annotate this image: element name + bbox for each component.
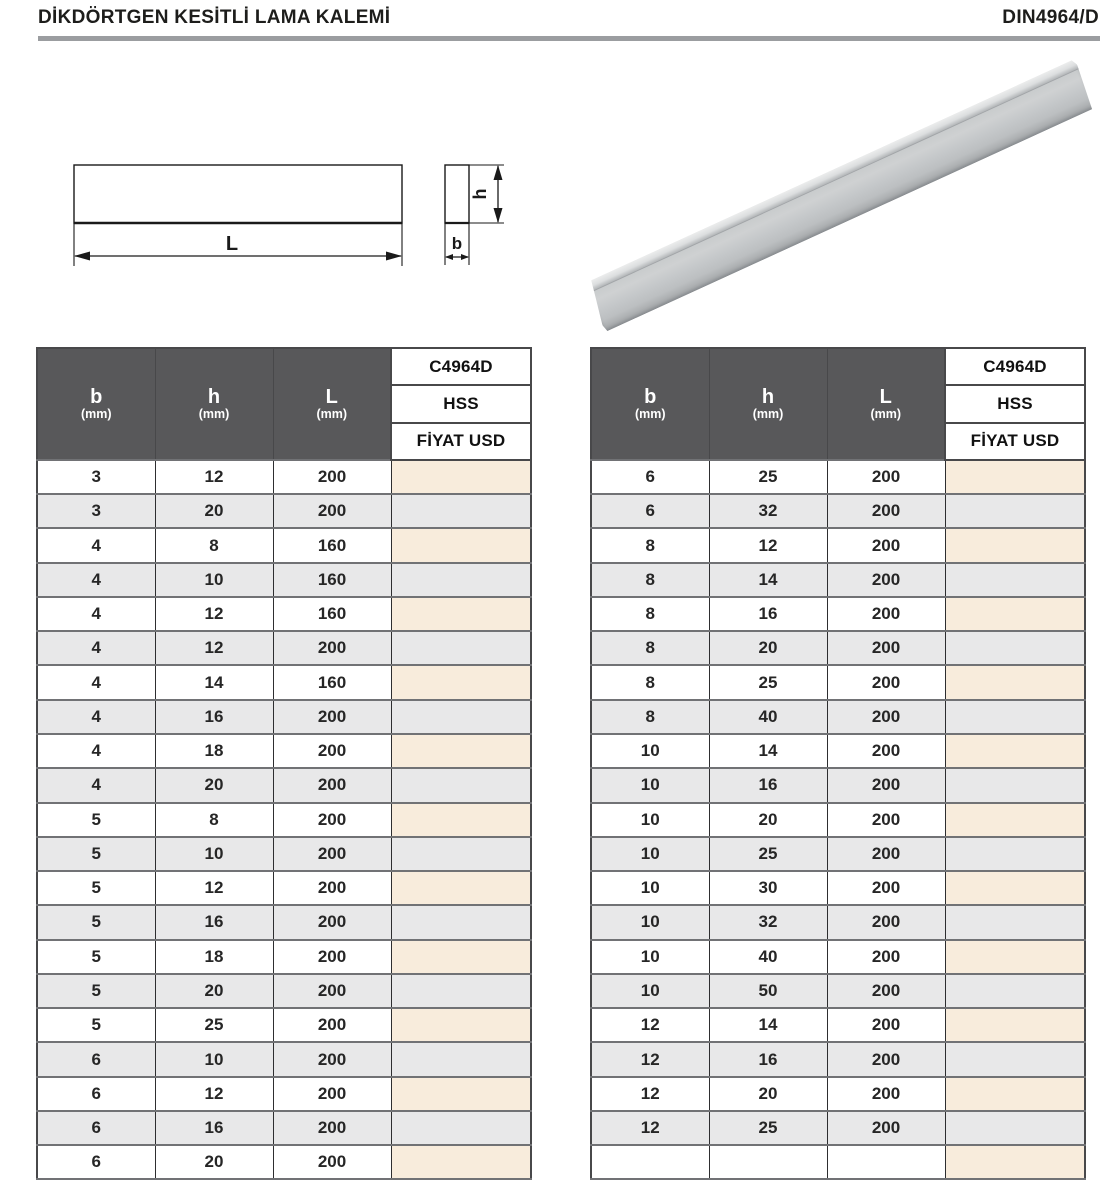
- tool-bit-bar: [583, 59, 1096, 332]
- price-cell: [391, 974, 531, 1008]
- cell-b: 3: [37, 460, 155, 494]
- price-cell: [945, 597, 1085, 631]
- col-h-unit: (mm): [752, 406, 784, 421]
- cell-h: 14: [709, 1008, 827, 1042]
- table-row: [37, 563, 531, 597]
- cell-h: 20: [709, 1077, 827, 1111]
- price-cell: [391, 1145, 531, 1179]
- price-cell: [945, 1145, 1085, 1179]
- price-cell: [945, 665, 1085, 699]
- cell-b: 4: [37, 528, 155, 562]
- cell-h: 40: [709, 940, 827, 974]
- product-code-cell: C4964D: [391, 348, 531, 385]
- cell-l: 200: [273, 1008, 391, 1042]
- table-row: [37, 597, 531, 631]
- cell-l: 200: [273, 974, 391, 1008]
- spec-table-left: [36, 347, 532, 1180]
- table-row: [37, 837, 531, 871]
- col-b-label: b: [644, 385, 657, 408]
- col-h-label: h: [761, 385, 775, 408]
- cell-l: 160: [273, 597, 391, 631]
- col-b-unit: (mm): [634, 406, 666, 421]
- cell-b: 6: [37, 1145, 155, 1179]
- cell-b: 4: [37, 597, 155, 631]
- table-row: [591, 665, 1085, 699]
- price-cell: [945, 837, 1085, 871]
- table-row: [591, 871, 1085, 905]
- cell-h: 16: [709, 597, 827, 631]
- price-cell: [391, 940, 531, 974]
- cell-l: 200: [827, 700, 945, 734]
- price-header-cell: FİYAT USD: [391, 423, 531, 460]
- price-cell: [391, 1042, 531, 1076]
- cell-b: 12: [591, 1077, 709, 1111]
- table-row: [37, 1145, 531, 1179]
- material-cell: HSS: [945, 385, 1085, 422]
- cell-l: 200: [827, 837, 945, 871]
- cell-h: 50: [709, 974, 827, 1008]
- cell-h: 25: [709, 1111, 827, 1145]
- cell-h: 14: [709, 734, 827, 768]
- cell-h: 12: [155, 597, 273, 631]
- cell-b: 8: [591, 563, 709, 597]
- price-cell: [945, 974, 1085, 1008]
- cell-l: 160: [273, 665, 391, 699]
- cell-l: 200: [273, 494, 391, 528]
- col-l-unit: (mm): [870, 406, 902, 421]
- header-divider: [38, 36, 1100, 41]
- col-header-h: [155, 348, 273, 460]
- table-row: [37, 734, 531, 768]
- cell-b: 10: [591, 803, 709, 837]
- cell-h: 8: [155, 528, 273, 562]
- cell-h: 32: [709, 494, 827, 528]
- cell-b: [591, 1145, 709, 1179]
- cell-h: [709, 1145, 827, 1179]
- table-row: [591, 940, 1085, 974]
- col-header-l: [827, 348, 945, 460]
- cell-l: 200: [273, 631, 391, 665]
- cell-l: 200: [827, 1042, 945, 1076]
- cell-l: 200: [827, 974, 945, 1008]
- table-row: [591, 460, 1085, 494]
- cell-b: 10: [591, 768, 709, 802]
- cell-h: 14: [155, 665, 273, 699]
- table-row: [37, 665, 531, 699]
- price-cell: [945, 905, 1085, 939]
- h-arrow-top: [494, 165, 503, 180]
- b-arrow-right: [461, 254, 469, 260]
- cell-b: 12: [591, 1008, 709, 1042]
- table-row: [37, 905, 531, 939]
- price-cell: [945, 631, 1085, 665]
- spec-table-right: [590, 347, 1086, 1180]
- price-cell: [945, 1111, 1085, 1145]
- page-title: DİKDÖRTGEN KESİTLİ LAMA KALEMİ: [38, 7, 391, 28]
- price-cell: [945, 940, 1085, 974]
- table-row: [591, 1042, 1085, 1076]
- cell-l: 200: [273, 940, 391, 974]
- side-view-rect: [74, 165, 402, 223]
- price-cell: [945, 460, 1085, 494]
- cell-b: 10: [591, 905, 709, 939]
- price-cell: [945, 803, 1085, 837]
- price-cell: [391, 1111, 531, 1145]
- price-cell: [945, 494, 1085, 528]
- cell-h: 18: [155, 940, 273, 974]
- table-row: [37, 768, 531, 802]
- table-row: [591, 734, 1085, 768]
- col-b-label: b: [90, 385, 103, 408]
- table-row: [37, 1008, 531, 1042]
- cell-l: 200: [827, 871, 945, 905]
- cell-b: 5: [37, 974, 155, 1008]
- cell-h: 12: [155, 1077, 273, 1111]
- table-row: [37, 871, 531, 905]
- price-cell: [945, 1008, 1085, 1042]
- cell-h: 18: [155, 734, 273, 768]
- table-row: [591, 1077, 1085, 1111]
- table-row: [37, 631, 531, 665]
- cell-h: 8: [155, 803, 273, 837]
- cell-b: 4: [37, 665, 155, 699]
- cell-h: 10: [155, 837, 273, 871]
- table-row: [591, 563, 1085, 597]
- table-row: [591, 1008, 1085, 1042]
- cell-h: 12: [155, 460, 273, 494]
- price-cell: [945, 563, 1085, 597]
- table-row: [37, 940, 531, 974]
- table-row: [591, 768, 1085, 802]
- table-row: [591, 528, 1085, 562]
- cell-h: 10: [155, 1042, 273, 1076]
- cell-b: 4: [37, 563, 155, 597]
- l-arrow-right: [386, 252, 402, 261]
- cell-l: [827, 1145, 945, 1179]
- cell-h: 25: [709, 665, 827, 699]
- cell-b: 6: [37, 1111, 155, 1145]
- price-cell: [391, 871, 531, 905]
- cell-b: 8: [591, 597, 709, 631]
- cell-h: 40: [709, 700, 827, 734]
- cell-b: 6: [591, 460, 709, 494]
- cell-l: 160: [273, 528, 391, 562]
- cell-l: 160: [273, 563, 391, 597]
- cell-b: 8: [591, 700, 709, 734]
- cell-l: 200: [827, 665, 945, 699]
- price-cell: [945, 1042, 1085, 1076]
- price-cell: [391, 803, 531, 837]
- table-row: [591, 803, 1085, 837]
- cell-b: 12: [591, 1042, 709, 1076]
- cell-l: 200: [273, 700, 391, 734]
- cell-h: 20: [155, 974, 273, 1008]
- table-row: [591, 700, 1085, 734]
- price-cell: [945, 1077, 1085, 1111]
- table-row: [37, 460, 531, 494]
- cell-b: 5: [37, 1008, 155, 1042]
- col-header-l: [273, 348, 391, 460]
- cell-b: 10: [591, 734, 709, 768]
- cell-l: 200: [827, 803, 945, 837]
- cell-b: 5: [37, 837, 155, 871]
- price-cell: [391, 494, 531, 528]
- cell-b: 10: [591, 940, 709, 974]
- cell-l: 200: [273, 837, 391, 871]
- cell-l: 200: [827, 631, 945, 665]
- price-cell: [391, 768, 531, 802]
- cell-h: 16: [155, 905, 273, 939]
- table-row: [591, 1111, 1085, 1145]
- product-photo: [570, 63, 1110, 329]
- price-cell: [391, 700, 531, 734]
- col-h-label: h: [207, 385, 221, 408]
- col-l-label: L: [879, 385, 892, 408]
- cell-b: 4: [37, 631, 155, 665]
- cell-b: 5: [37, 871, 155, 905]
- table-row: [591, 631, 1085, 665]
- height-label: h: [470, 188, 490, 200]
- cell-b: 5: [37, 940, 155, 974]
- cell-l: 200: [827, 768, 945, 802]
- price-cell: [391, 1077, 531, 1111]
- price-cell: [945, 700, 1085, 734]
- cell-l: 200: [273, 1111, 391, 1145]
- cell-h: 10: [155, 563, 273, 597]
- cell-h: 25: [709, 837, 827, 871]
- col-h-unit: (mm): [198, 406, 230, 421]
- price-cell: [391, 905, 531, 939]
- cell-h: 25: [155, 1008, 273, 1042]
- cell-b: 6: [591, 494, 709, 528]
- price-cell: [945, 768, 1085, 802]
- price-header-cell: FİYAT USD: [945, 423, 1085, 460]
- cell-l: 200: [273, 1145, 391, 1179]
- cell-h: 12: [155, 631, 273, 665]
- price-cell: [945, 528, 1085, 562]
- price-cell: [945, 734, 1085, 768]
- price-cell: [391, 597, 531, 631]
- table-row: [37, 803, 531, 837]
- material-cell: HSS: [391, 385, 531, 422]
- cell-l: 200: [827, 940, 945, 974]
- h-arrow-bottom: [494, 208, 503, 223]
- table-row: [37, 494, 531, 528]
- cell-l: 200: [827, 494, 945, 528]
- cell-b: 12: [591, 1111, 709, 1145]
- col-header-b: [37, 348, 155, 460]
- col-b-unit: (mm): [80, 406, 112, 421]
- standard-code: DIN4964/D: [1002, 7, 1099, 28]
- cell-h: 20: [155, 1145, 273, 1179]
- cell-b: 4: [37, 700, 155, 734]
- table-row: [591, 597, 1085, 631]
- col-header-b: [591, 348, 709, 460]
- cell-l: 200: [273, 768, 391, 802]
- cell-l: 200: [273, 1077, 391, 1111]
- cell-l: 200: [827, 597, 945, 631]
- cell-h: 20: [709, 631, 827, 665]
- price-cell: [391, 631, 531, 665]
- col-l-label: L: [325, 385, 338, 408]
- cell-b: 8: [591, 528, 709, 562]
- cell-h: 20: [709, 803, 827, 837]
- table-row: [591, 1145, 1085, 1179]
- cell-l: 200: [827, 1111, 945, 1145]
- cell-l: 200: [827, 528, 945, 562]
- table-row: [37, 1111, 531, 1145]
- technical-drawing: [62, 150, 510, 270]
- end-view-rect: [445, 165, 469, 223]
- table-row: [37, 1077, 531, 1111]
- price-cell: [391, 837, 531, 871]
- cell-h: 14: [709, 563, 827, 597]
- cell-l: 200: [273, 905, 391, 939]
- cell-l: 200: [273, 1042, 391, 1076]
- price-cell: [391, 734, 531, 768]
- length-label: L: [225, 233, 239, 255]
- table-row: [591, 494, 1085, 528]
- price-cell: [391, 665, 531, 699]
- cell-h: 32: [709, 905, 827, 939]
- cell-h: 16: [709, 1042, 827, 1076]
- cell-l: 200: [273, 871, 391, 905]
- cell-h: 25: [709, 460, 827, 494]
- cell-b: 5: [37, 905, 155, 939]
- cell-b: 3: [37, 494, 155, 528]
- table-row: [591, 837, 1085, 871]
- cell-h: 12: [709, 528, 827, 562]
- price-cell: [945, 871, 1085, 905]
- table-row: [591, 974, 1085, 1008]
- cell-b: 6: [37, 1077, 155, 1111]
- bar-top-face: [583, 59, 1079, 294]
- cell-h: 16: [155, 700, 273, 734]
- cell-b: 8: [591, 631, 709, 665]
- cell-l: 200: [827, 1077, 945, 1111]
- cell-l: 200: [827, 460, 945, 494]
- spec-table-left-body: [37, 460, 531, 1180]
- cell-l: 200: [273, 460, 391, 494]
- cell-h: 30: [709, 871, 827, 905]
- cell-h: 16: [709, 768, 827, 802]
- cell-h: 20: [155, 494, 273, 528]
- table-row: [591, 905, 1085, 939]
- cell-b: 10: [591, 837, 709, 871]
- col-header-h: [709, 348, 827, 460]
- table-row: [37, 700, 531, 734]
- cell-b: 8: [591, 665, 709, 699]
- width-label: b: [451, 234, 463, 253]
- cell-b: 5: [37, 803, 155, 837]
- price-cell: [391, 563, 531, 597]
- cell-h: 20: [155, 768, 273, 802]
- table-row: [37, 1042, 531, 1076]
- price-cell: [391, 528, 531, 562]
- cell-h: 12: [155, 871, 273, 905]
- l-arrow-left: [74, 252, 90, 261]
- cell-l: 200: [273, 803, 391, 837]
- cell-l: 200: [827, 563, 945, 597]
- cell-l: 200: [273, 734, 391, 768]
- table-row: [37, 974, 531, 1008]
- cell-b: 4: [37, 768, 155, 802]
- col-l-unit: (mm): [316, 406, 348, 421]
- cell-l: 200: [827, 734, 945, 768]
- cell-l: 200: [827, 905, 945, 939]
- cell-l: 200: [827, 1008, 945, 1042]
- cell-b: 10: [591, 974, 709, 1008]
- cell-b: 4: [37, 734, 155, 768]
- b-arrow-left: [445, 254, 453, 260]
- cell-b: 6: [37, 1042, 155, 1076]
- price-cell: [391, 460, 531, 494]
- price-cell: [391, 1008, 531, 1042]
- spec-table-right-body: [591, 460, 1085, 1180]
- cell-h: 16: [155, 1111, 273, 1145]
- product-code-cell: C4964D: [945, 348, 1085, 385]
- cell-b: 10: [591, 871, 709, 905]
- table-row: [37, 528, 531, 562]
